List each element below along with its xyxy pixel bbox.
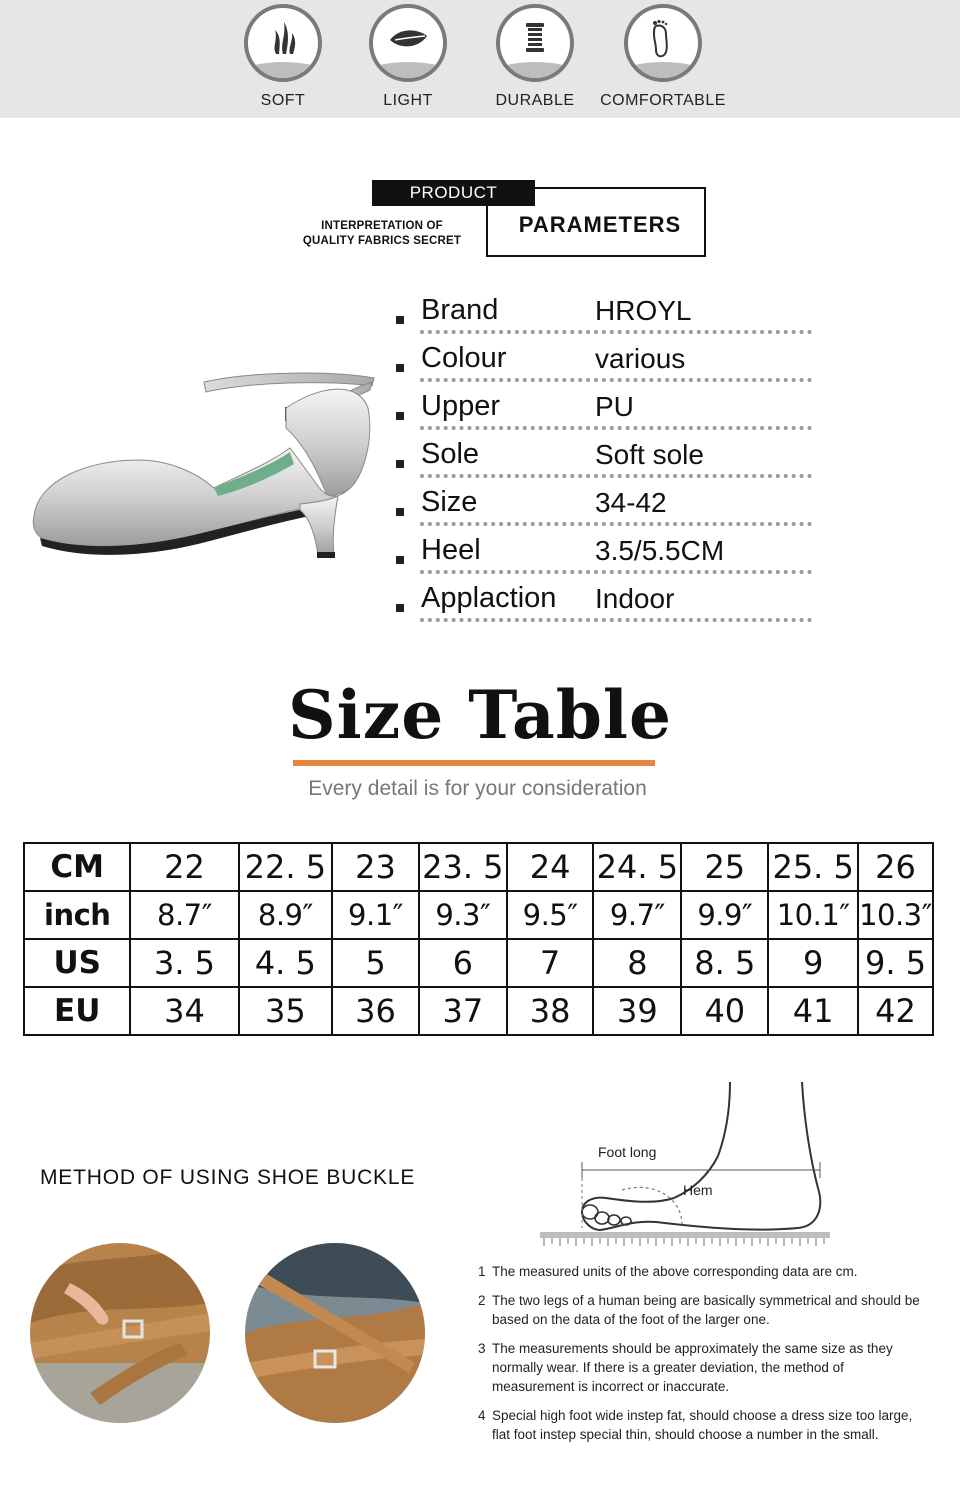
param-value: 34-42 [595,487,667,518]
note-item [478,1339,928,1396]
product-tag: PRODUCT [372,180,535,206]
measurement-notes [478,1262,928,1454]
size-cell: 37 [419,987,507,1035]
size-cell: 9.3″ [419,891,507,939]
feature-bar [0,0,960,118]
param-key: Applaction [421,582,557,614]
size-cell: 10.1″ [768,891,858,939]
bullet [396,460,404,468]
note-text: Special high foot wide instep fat, should choose a dress size too large, flat foot instep special thin, should choose a number in the small. [492,1408,913,1442]
note-number: 1 [478,1264,486,1279]
size-cell: 9.9″ [681,891,768,939]
param-key: Heel [421,534,481,566]
size-row-cm [24,843,933,891]
buckle-photo-1 [30,1243,210,1423]
feature-soft [213,4,353,110]
note-text: The measured units of the above corresponding data are cm. [492,1264,858,1279]
size-cell: 35 [239,987,333,1035]
size-cell: 25. 5 [768,843,858,891]
feature-label: DURABLE [495,92,575,109]
size-cell: 22 [130,843,238,891]
note-text: The two legs of a human being are basically symmetrical and should be based on the data of the foot of the larger one. [492,1293,920,1327]
title-underline [293,760,655,766]
size-cell: 9. 5 [858,939,933,987]
size-cell: 42 [858,987,933,1035]
size-cell: 8.9″ [239,891,333,939]
note-number: 2 [478,1293,486,1308]
size-cell: 6 [419,939,507,987]
param-row-brand [396,294,812,342]
param-row-colour [396,342,812,390]
row-header: EU [24,987,130,1035]
size-cell: 8 [593,939,681,987]
size-cell: 36 [332,987,419,1035]
size-cell: 23. 5 [419,843,507,891]
feature-durable [465,4,605,110]
row-header: CM [24,843,130,891]
size-cell: 7 [507,939,594,987]
bullet [396,364,404,372]
note-number: 3 [478,1341,486,1356]
row-header: inch [24,891,130,939]
buckle-photo-2 [245,1243,425,1423]
interpretation-line-2: QUALITY FABRICS SECRET [302,235,462,247]
size-cell: 9.5″ [507,891,594,939]
foot-measurement-diagram [536,1078,836,1250]
size-cell: 23 [332,843,419,891]
size-cell: 4. 5 [239,939,333,987]
param-value: various [595,343,686,374]
note-item [478,1291,928,1329]
size-cell: 22. 5 [239,843,333,891]
size-cell: 41 [768,987,858,1035]
buckle-method-title: METHOD OF USING SHOE BUCKLE [40,1166,416,1189]
size-row-inch [24,891,933,939]
bullet [396,556,404,564]
note-item [478,1406,928,1444]
silver-shoe-image [28,368,378,560]
param-key: Brand [421,294,499,326]
interpretation-text [286,219,478,249]
foot-long-label: Foot long [598,1144,657,1160]
leaf-icon [369,4,447,82]
hem-label: Hem [683,1182,713,1198]
size-cell: 24 [507,843,594,891]
size-cell: 8.7″ [130,891,238,939]
feature-comfortable [593,4,733,110]
dotted-divider [420,522,812,526]
param-row-heel [396,534,812,582]
foot-icon [624,4,702,82]
note-item [478,1262,928,1281]
flame-icon [244,4,322,82]
spool-icon [496,4,574,82]
note-number: 4 [478,1408,486,1423]
feature-label: LIGHT [383,92,433,109]
size-cell: 9 [768,939,858,987]
param-row-sole [396,438,812,486]
feature-light [338,4,478,110]
size-row-eu [24,987,933,1035]
param-value: HROYL [595,295,692,326]
size-table-title: Size Table [288,676,672,754]
size-cell: 8. 5 [681,939,768,987]
dotted-divider [420,426,812,430]
dotted-divider [420,474,812,478]
size-row-us [24,939,933,987]
size-cell: 9.1″ [332,891,419,939]
bullet [396,316,404,324]
dotted-divider [420,618,812,622]
bullet [396,604,404,612]
param-value: Indoor [595,583,675,614]
dotted-divider [420,378,812,382]
size-cell: 39 [593,987,681,1035]
param-key: Sole [421,438,480,470]
param-value: Soft sole [595,439,704,470]
param-key: Upper [421,390,500,422]
feature-label: COMFORTABLE [600,92,726,109]
parameters-title: PARAMETERS [518,212,682,237]
size-cell: 26 [858,843,933,891]
note-text: The measurements should be approximately the same size as they normally wear. If there is a greater deviation, the method of measurement is incorrect or inaccurate. [492,1341,893,1394]
size-table [23,842,934,1036]
param-value: 3.5/5.5CM [595,535,725,566]
bullet [396,508,404,516]
size-cell: 24. 5 [593,843,681,891]
param-row-upper [396,390,812,438]
dotted-divider [420,330,812,334]
param-row-size [396,486,812,534]
size-cell: 25 [681,843,768,891]
size-cell: 10.3″ [858,891,933,939]
size-cell: 5 [332,939,419,987]
size-cell: 40 [681,987,768,1035]
param-key: Size [421,486,478,518]
bullet [396,412,404,420]
param-value: PU [595,391,634,422]
param-key: Colour [421,342,507,374]
size-cell: 38 [507,987,594,1035]
size-table-subtitle: Every detail is for your consideration [308,777,647,800]
row-header: US [24,939,130,987]
interpretation-line-1: INTERPRETATION OF [321,220,443,232]
size-cell: 9.7″ [593,891,681,939]
param-row-applaction [396,582,812,630]
feature-label: SOFT [260,92,306,109]
size-cell: 3. 5 [130,939,238,987]
dotted-divider [420,570,812,574]
size-cell: 34 [130,987,238,1035]
